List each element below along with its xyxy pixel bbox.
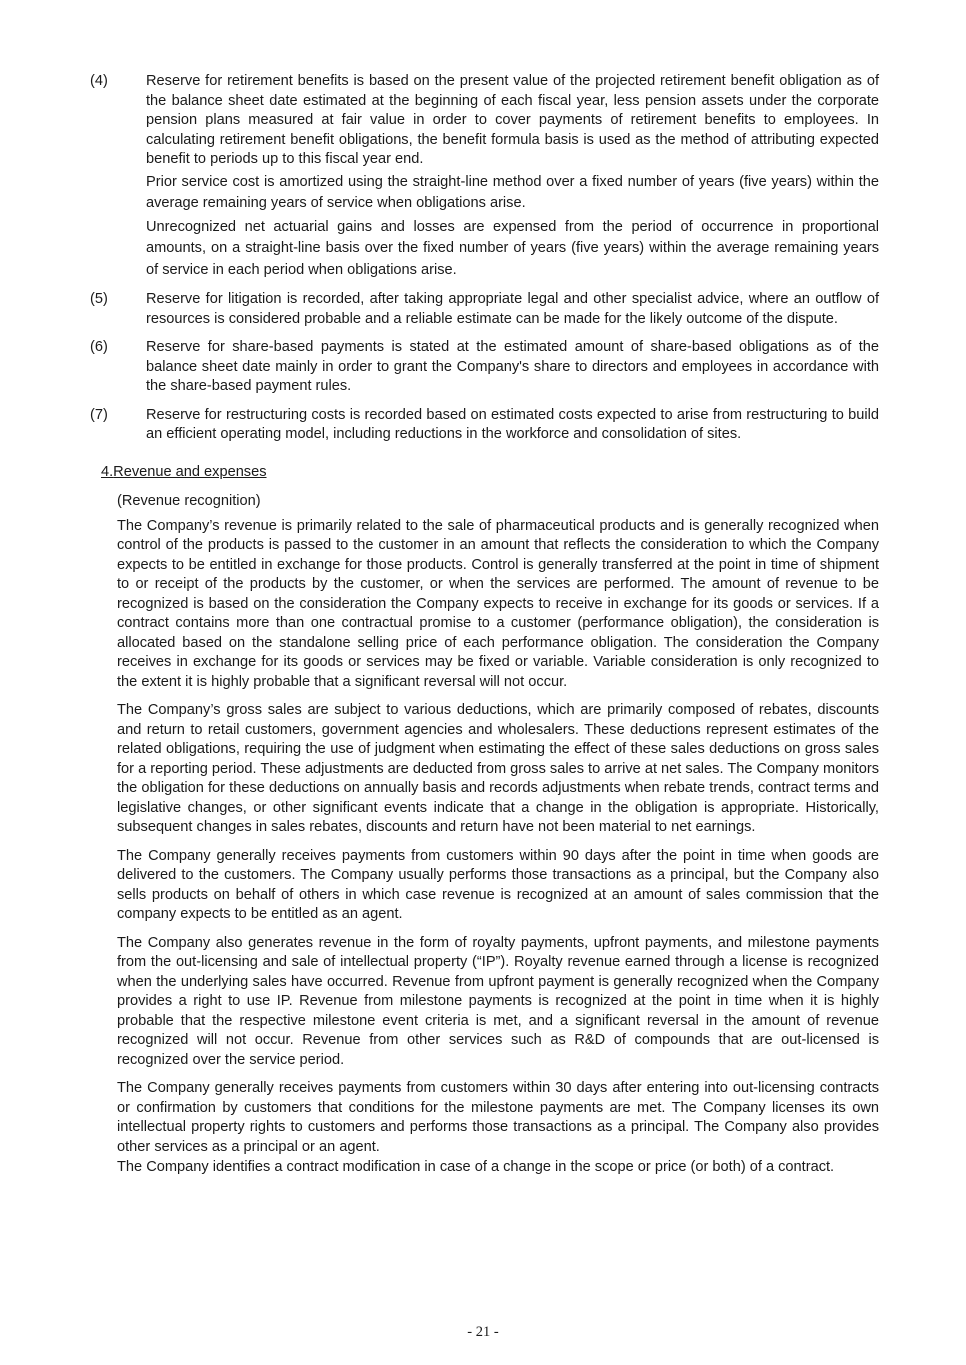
note-number: (6) [90,339,108,355]
body-paragraph: The Company generally receives payments from customers within 90 days after the point in time when goods are delivered to the customers. The Company usually performs those transactions as a principal, but the Company also sells products on behalf of others in which case revenue is recognized at an amount of sales commission that the company expects to be entitled as an agent. [117,847,879,922]
note-paragraph: Reserve for litigation is recorded, after taking appropriate legal and other specialist advice, where an outflow of resources is considered probable and a reliable estimate can be made for the likely outcome of the dispute. [146,291,879,327]
body-paragraph: The Company’s gross sales are subject to various deductions, which are primarily composed of rebates, discounts and return to retail customers, government agencies and wholesalers. These deductions represent estimates of the related obligations, requiring the use of judgment when estimating the effect of these sales deductions on gross sales for a reporting period. These adjustments are deducted from gross sales to arrive at net sales. The Company monitors the obligation for these deductions on annually basis and records adjustments when rebate trends, contract terms and legislative changes, or other significant events indicate that a change in the obligation is appropriate. Historically, subsequent changes in sales rebates, discounts and return have not been material to net earnings. [117,702,879,835]
note-number: (4) [90,73,108,89]
section-title: Revenue and expenses [113,463,267,480]
note-paragraph: Reserve for share-based payments is stated at the estimated amount of share-based obligations as of the balance sheet date mainly in order to grant the Company's share to directors and employees in accordance with the share-based payment rules. [146,339,879,394]
body-paragraph: The Company identifies a contract modification in case of a change in the scope or price (or both) of a contract. [117,1159,835,1175]
body-paragraph: The Company generally receives payments from customers within 30 days after entering into out-licensing contracts or confirmation by customers that conditions for the milestone payments are met. The Company licenses its own intellectual property rights to customers and performs those transactions as a principal. The Company also provides other services as a principal or an agent. [117,1080,879,1155]
body-paragraph: The Company also generates revenue in the form of royalty payments, upfront payments, and milestone payments from the out-licensing and sale of intellectual property (“IP”). Royalty revenue earned through a license is recognized when the underlying sales have occurred. Revenue from upfront payment is generally recognized when the Company provides a right to use IP. Revenue from milestone payments is recognized at the point in time when it is highly probable that the respective milestone event criteria is met, and a significant reversal in the amount of revenue recognized will not occur. Revenue from other services such as R&D of compounds that are out-licensed is recognized over the service period. [117,934,879,1068]
note-paragraph: Reserve for restructuring costs is recorded based on estimated costs expected to arise from restructuring to build an efficient operating model, including reductions in the workforce and consolidation of sites. [146,406,879,442]
note-item-5 [90,290,879,329]
page-content [90,72,879,1188]
note-item-4 [90,72,879,281]
note-paragraph: Reserve for retirement benefits is based on the present value of the projected retirement benefit obligation as of the balance sheet date estimated at the beginning of each fiscal year, less pension assets under the corporate pension plans measured at fair value in order to cover payments of retirement benefits to employees. In calculating retirement benefit obligations, the benefit formula basis is used as the method of attributing expected benefit to periods up to this fiscal year end. [146,73,879,167]
note-item-7 [90,406,879,445]
body-paragraph: The Company’s revenue is primarily related to the sale of pharmaceutical products and is generally recognized when control of the products is passed to the customer in an amount that reflects the consideration to which the Company expects to be entitled in exchange for those products. Control is generally transferred at the point in time of shipment to or receipt of the products by the customer, or when the services are performed. The amount of revenue to be recognized is based on the consideration the Company expects to receive in exchange for its goods or services. If a contract contains more than one contractual promise to a customer (performance obligation), the consideration is allocated based on the standalone selling price of each performance obligation. The consideration the Company receives in exchange for its goods or services may be fixed or variable. Variable consideration is only recognized to the extent it is highly probable that a significant reversal will not occur. [117,517,879,690]
section-heading [101,463,879,483]
note-number: (7) [90,406,108,423]
note-paragraph: Prior service cost is amortized using the straight-line method over a fixed number of years (five years) within the average remaining years of service when obligations arise. [146,173,879,211]
section-number: 4. [101,463,114,480]
note-item-6 [90,338,879,397]
note-paragraph: Unrecognized net actuarial gains and losses are expensed from the period of occurrence in proportional amounts, on a straight-line basis over the fixed number of years (five years) within the average remaining years of service in each period when obligations arise. [146,218,879,278]
page-number: - 21 - [467,1324,499,1340]
note-number: (5) [90,291,108,307]
section-subheading: (Revenue recognition) [117,493,261,509]
